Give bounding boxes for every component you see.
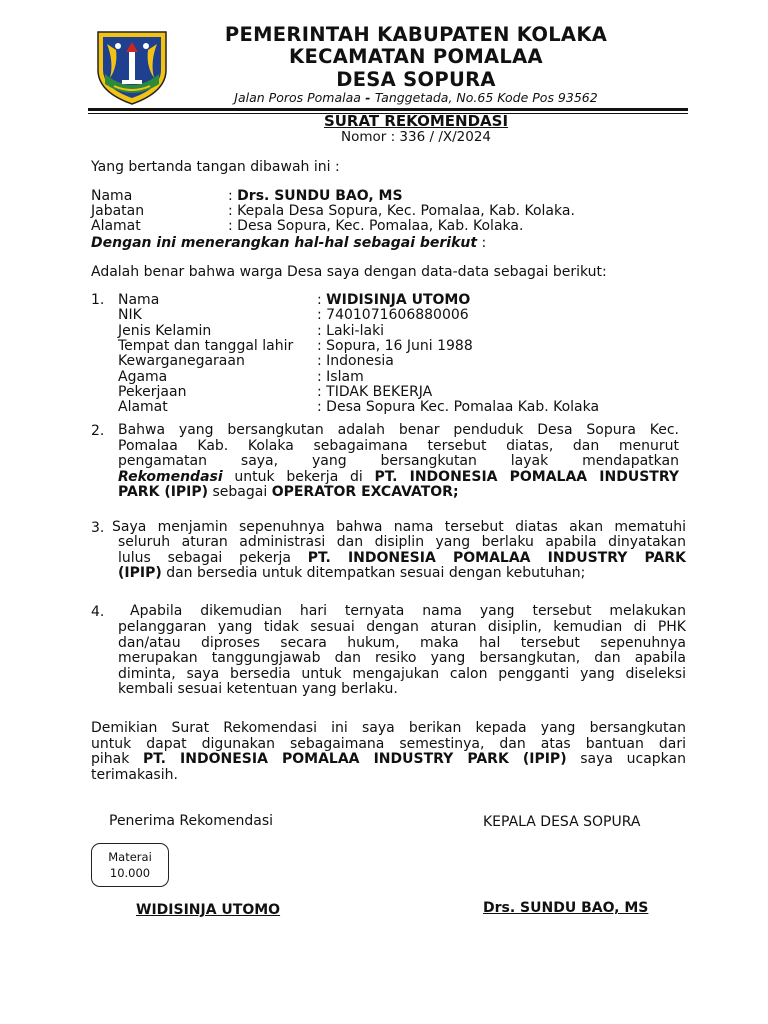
closing-line: Demikian Surat Rekomendasi ini saya berikan kepada yang bersangkutan: [91, 720, 686, 736]
signer-name: [228, 188, 403, 204]
item-3-line: seluruh aturan administrasi dan disiplin yang berlaku apabila dinyatakan: [118, 534, 686, 550]
signer-name-value: Drs. SUNDU BAO, MS: [237, 188, 403, 204]
letter-title: SURAT REKOMENDASI: [323, 112, 509, 130]
field-value: [317, 292, 470, 308]
field-label: Pekerjaan: [118, 383, 187, 400]
field-value: [317, 338, 473, 354]
signer-address-value: : Desa Sopura, Kec. Pomalaa, Kab. Kolaka.: [228, 218, 524, 234]
item-4-number: 4.: [91, 604, 105, 620]
field-label: Agama: [118, 368, 168, 385]
letterhead-address: [150, 90, 682, 105]
statement-text: Adalah benar bahwa warga Desa saya dengan data-data sebagai berikut:: [91, 264, 607, 280]
intro-text: Yang bertanda tangan dibawah ini :: [91, 159, 340, 175]
item-4-line: pelanggaran yang tidak sesuai dengan aturan disiplin, kemudian di PHK: [118, 619, 686, 635]
letterhead-line-2: KECAMATAN POMALAA: [289, 45, 543, 68]
colon: :: [317, 307, 327, 324]
field-label: Alamat: [118, 399, 168, 416]
letter-number: Nomor : 336 / /X/2024: [340, 129, 492, 145]
field-value: [317, 384, 432, 400]
closing-text: saya ucapkan: [566, 751, 686, 767]
field-value: [317, 369, 364, 385]
item-4-line: diminta, saya bersedia untuk mengajukan calon pengganti yang diseleksi: [118, 665, 686, 682]
declaration-text: Dengan ini menerangkan hal-hal sebagai berikut: [91, 235, 478, 251]
item-3-line: [118, 566, 686, 582]
item-2-text: untuk bekerja di: [222, 468, 375, 485]
closing-line: terimakasih.: [91, 766, 178, 783]
address-street: Jalan Poros Pomalaa: [234, 90, 361, 105]
signer-position-value: : Kepala Desa Sopura, Kec. Pomalaa, Kab. Kolaka.: [228, 203, 575, 219]
letterhead-divider: [88, 108, 688, 111]
item-2-line: Bahwa yang bersangkutan adalah benar penduduk Desa Sopura Kec.: [118, 422, 679, 438]
field-value: [317, 323, 384, 339]
signer-position-label: Jabatan: [91, 203, 145, 219]
field-value: [317, 307, 469, 323]
field-label: NIK: [118, 307, 142, 324]
colon: :: [228, 188, 238, 204]
colon: :: [317, 322, 327, 339]
item-4-line: Apabila dikemudian hari ternyata nama yang tersebut melakukan: [130, 603, 686, 619]
item-4-paragraph: [130, 604, 686, 620]
field-value-text: Laki-laki: [326, 322, 385, 339]
village-head-name: Drs. SUNDU BAO, MS: [483, 900, 649, 916]
field-value-text: 7401071606880006: [326, 307, 469, 324]
stamp-label: Materai: [108, 850, 152, 864]
item-3-line: [118, 551, 686, 567]
closing-paragraph: [91, 721, 686, 783]
item-3-line: Saya menjamin sepenuhnya bahwa nama tersebut diatas akan mematuhi: [112, 519, 686, 535]
recipient-title: Penerima Rekomendasi: [109, 813, 274, 829]
job-position: OPERATOR EXCAVATOR;: [271, 484, 459, 500]
stamp-value: 10.000: [109, 866, 151, 880]
field-label: Kewarganegaraan: [118, 353, 245, 370]
item-2-text: sebagai: [208, 484, 272, 500]
address-separator: -: [360, 90, 375, 105]
company-abbrev: PARK (IPIP): [118, 484, 209, 500]
item-2-line: [118, 485, 679, 501]
field-label: Jenis Kelamin: [118, 322, 212, 339]
field-value-text: TIDAK BEKERJA: [326, 383, 433, 400]
signer-address-label: Alamat: [91, 218, 141, 234]
field-value-text: WIDISINJA UTOMO: [326, 292, 471, 308]
recipient-name: WIDISINJA UTOMO: [136, 902, 281, 918]
item-2-number: 2.: [91, 423, 105, 439]
item-2-line: pengamatan saya, yang bersangkutan layak mendapatkan: [118, 453, 679, 469]
company-name: PT. INDONESIA POMALAA INDUSTRY PARK: [307, 549, 686, 566]
signer-name-label: Nama: [91, 188, 133, 204]
item-4-line: merupakan tanggungjawab dan resiko yang bersangkutan, dan apabila: [118, 650, 686, 666]
field-value: [317, 353, 394, 369]
item-3-text: dan bersedia untuk ditempatkan sesuai dengan kebutuhan;: [161, 565, 586, 581]
field-value-text: Indonesia: [326, 353, 394, 370]
field-value-text: Sopura, 16 Juni 1988: [326, 337, 473, 354]
colon: :: [317, 368, 327, 385]
item-3-paragraph-cont: [118, 535, 686, 582]
closing-line: untuk dapat digunakan sebagaimana semestinya, dan atas bantuan dari: [91, 735, 686, 752]
colon: :: [317, 399, 327, 416]
company-name: PT. INDONESIA POMALAA INDUSTRY PARK (IPIP): [142, 751, 567, 767]
item-4-line: kembali sesuai ketentuan yang berlaku.: [118, 681, 398, 697]
colon: :: [317, 337, 327, 354]
field-label: Nama: [118, 292, 160, 308]
village-head-title: KEPALA DESA SOPURA: [483, 814, 641, 830]
rekomendasi-word: Rekomendasi: [118, 468, 223, 485]
field-value: [317, 399, 599, 415]
field-label: Tempat dan tanggal lahir: [118, 337, 294, 354]
colon: :: [317, 353, 327, 370]
item-4-line: dan/atau diproses secara hukum, maka hal tersebut sepenuhnya: [118, 634, 686, 651]
item-3-text: lulus sebagai pekerja: [118, 549, 308, 566]
declaration-line: [91, 235, 486, 251]
letterhead-line-1: PEMERINTAH KABUPATEN KOLAKA: [224, 23, 608, 46]
field-value-text: Islam: [326, 368, 364, 385]
item-1-number: 1.: [91, 292, 105, 308]
closing-line: [91, 752, 686, 768]
declaration-colon: :: [477, 235, 487, 251]
letterhead-line-3: DESA SOPURA: [336, 68, 496, 91]
item-4-paragraph-cont: [118, 620, 686, 698]
company-abbrev: (IPIP): [118, 565, 162, 581]
item-2-line: [118, 470, 679, 486]
address-rest: Tanggetada, No.65 Kode Pos 93562: [374, 90, 598, 105]
item-2-paragraph: [118, 423, 679, 501]
item-2-line: Pomalaa Kab. Kolaka sebagaimana tersebut diatas, dan menurut: [118, 437, 679, 454]
company-name: PT. INDONESIA POMALAA INDUSTRY: [374, 468, 679, 485]
colon: :: [317, 292, 327, 308]
colon: :: [317, 383, 327, 400]
field-value-text: Desa Sopura Kec. Pomalaa Kab. Kolaka: [326, 399, 600, 416]
duty-stamp-box: [91, 843, 169, 887]
item-3-number: 3.: [91, 520, 105, 536]
closing-text: pihak: [91, 751, 143, 767]
